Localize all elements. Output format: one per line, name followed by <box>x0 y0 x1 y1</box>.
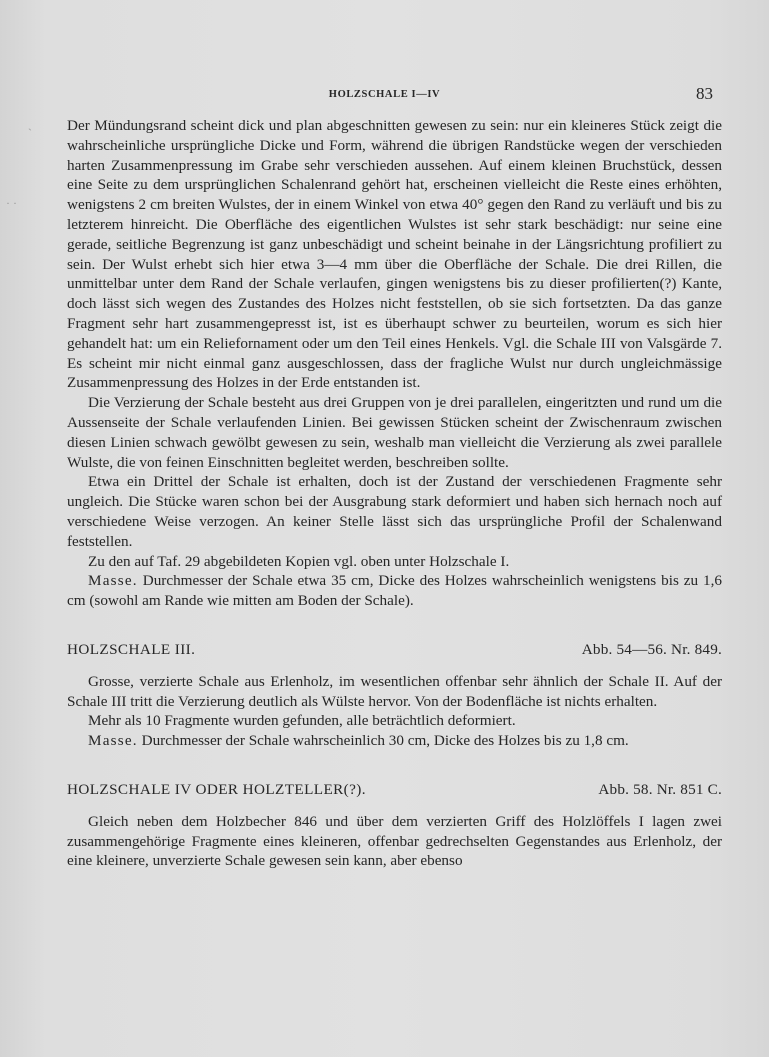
masse-paragraph <box>67 571 722 611</box>
masse-label: Masse. <box>88 572 138 590</box>
paragraph: Der Mündungsrand scheint dick und plan abgeschnitten gewesen zu sein: nur ein kleineres Stück zeigt die wahrscheinliche ursprüngliche Dicke und Form, während die übrigen Randstücke wegen der verschieden harten Zusammenpressung im Grabe sehr verschieden aussehen. Auf einem kleinen Bruchstück, dessen eine Seite zu dem ursprünglichen Schalenrand gehört hat, erscheinen vielleicht die Reste eines erhöhten, wenigstens 2 cm breiten Wulstes, der in einem Winkel von etwa 40° gegen den Rand zu verläuft und bis zu letzterem hinreicht. Die Oberfläche des eigentlichen Wulstes ist sehr stark beschädigt: nur seine eine gerade, seitliche Begrenzung ist ganz unbeschädigt und scheint beinahe in der Längsrichtung profiliert zu sein. Der Wulst erhebt sich hier etwa 3—4 mm über die Oberfläche der Schale. Die drei Rillen, die unmittelbar unter dem Rand der Schale verlaufen, gingen wenigstens bis zu dieser profilierten(?) Kante, doch lässt sich wegen des Zustandes des Holzes nicht feststellen, ob sie sich fortsetzten. Da das ganze Fragment sehr hart zusammengepresst ist, ist es überhaupt schwer zu beurteilen, worum es sich hier gehandelt hat: um ein Reliefornament oder um den Teil eines Henkels. Vgl. die Schale III von Valsgärde 7. Es scheint mir nicht einmal ganz ausgeschlossen, dass der fragliche Wulst nur durch ungleichmässige Zusammenpressung des Holzes in der Erde entstanden ist. <box>67 117 722 392</box>
section-title: HOLZSCHALE III. <box>67 640 196 658</box>
section-heading <box>67 780 722 800</box>
page-number: 83 <box>696 84 713 103</box>
section-heading <box>67 640 722 660</box>
section-reference: Abb. 54—56. Nr. 849. <box>581 640 722 658</box>
margin-speck: ˋ <box>28 126 32 140</box>
paragraph: Gleich neben dem Holzbecher 846 und über dem verzierten Griff des Holzlöffels I lagen zwei zusammengehörige Fragmente eines kleineren, offenbar gedrechselten Gegenstandes aus Erlenholz, der eine kleinere, unverzierte Schale gewesen sein kann, aber ebenso <box>67 812 722 870</box>
margin-speck: · · <box>6 196 17 210</box>
paragraph: Zu den auf Taf. 29 abgebildeten Kopien vgl. oben unter Holzschale I. <box>88 552 510 570</box>
page-header <box>0 86 769 110</box>
section-reference: Abb. 58. Nr. 851 C. <box>598 780 722 798</box>
masse-paragraph <box>67 731 722 751</box>
masse-label: Masse. <box>88 732 138 750</box>
body-text <box>67 116 722 871</box>
masse-text: Durchmesser der Schale wahrscheinlich 30 cm, Dicke des Holzes bis zu 1,8 cm. <box>137 732 629 750</box>
running-head: HOLZSCHALE I—IV <box>328 89 441 100</box>
masse-text: Durchmesser der Schale etwa 35 cm, Dicke des Holzes wahrscheinlich wenigstens bis zu 1,6 cm (sowohl am Rande wie mitten am Boden der Schale). <box>67 572 722 610</box>
section-title: HOLZSCHALE IV ODER HOLZTELLER(?). <box>67 780 366 798</box>
paragraph: Etwa ein Drittel der Schale ist erhalten, doch ist der Zustand der verschiedenen Fragmente sehr ungleich. Die Stücke waren schon bei der Ausgrabung stark deformiert und haben sich hernach noch auf verschiedene Weise verzogen. An keiner Stelle lässt sich das ursprüngliche Profil der Schalenwand feststellen. <box>67 473 722 550</box>
paragraph: Mehr als 10 Fragmente wurden gefunden, alle beträchtlich deformiert. <box>88 712 516 730</box>
paragraph: Die Verzierung der Schale besteht aus drei Gruppen von je drei parallelen, eingeritzten und rund um die Aussenseite der Schale verlaufenden Linien. Bei gewissen Stücken scheint der Zwischenraum zwischen diesen Linien schwach gewölbt gewesen zu sein, weshalb man vielleicht die Verzierung als zwei parallele Wulste, die von feinen Einschnitten begleitet werden, beschreiben sollte. <box>67 394 722 471</box>
paragraph: Grosse, verzierte Schale aus Erlenholz, im wesentlichen offenbar sehr ähnlich der Schale II. Auf der Schale III tritt die Verzierung deutlich als Wülste hervor. Von der Bodenfläche ist nichts erhalten. <box>67 672 722 710</box>
